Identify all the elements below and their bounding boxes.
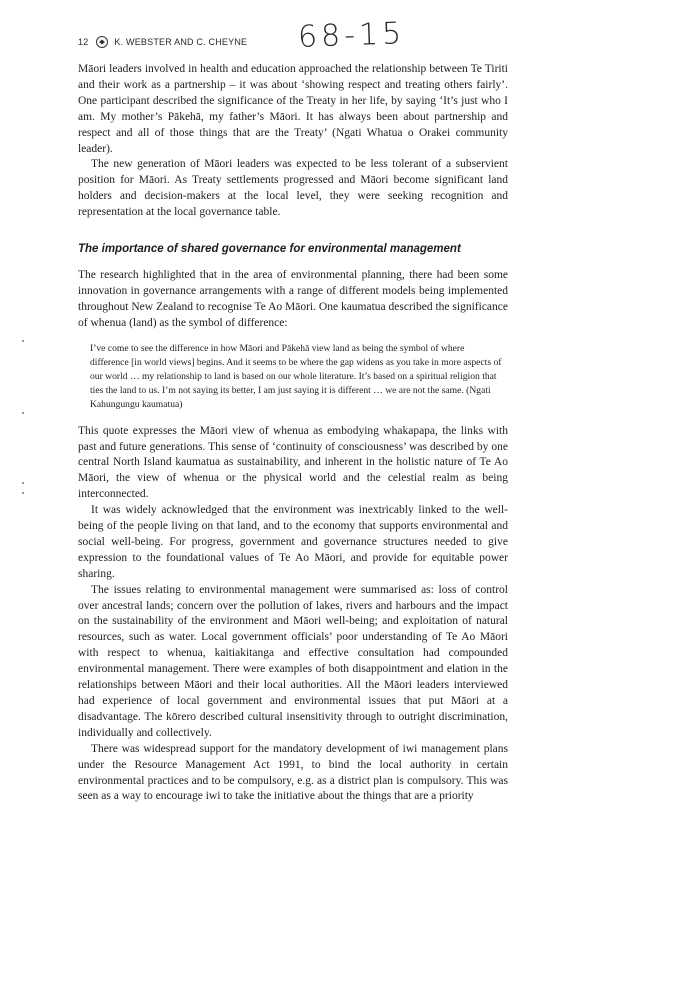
article-body bbox=[78, 62, 508, 805]
running-header bbox=[78, 34, 247, 50]
paragraph: There was widespread support for the mandatory development of iwi management plans under the Resource Management Act 1991, to bind the local authority in certain environmental practices and to be compulsory, e.g. as a district plan is compulsory. This was seen as a way to encourage iwi to take the initiative about the things that are a priority bbox=[78, 742, 508, 803]
scan-mark bbox=[22, 492, 24, 494]
page-number: 12 bbox=[78, 37, 89, 47]
paragraph: The issues relating to environmental management were summarised as: loss of control over ancestral lands; concern over the pollution of lakes, rivers and harbours and the impact on the sustainability of the environment and Māori well-being; and exploitation of natural resources, such as water. Local government officials’ poor understanding of Te Ao Māori with respect to whenua, kaitiakitanga and effective consultation had compounded environmental management. There were examples of both disappointment and elation in the relationships between Māori and their local authorities. All the Māori leaders interviewed had experience of local government and environmental issues that put Māori at a disadvantage. The kōrero described cultural insensitivity through to outright discrimination, individually and collectively. bbox=[78, 583, 508, 739]
scan-mark bbox=[22, 340, 24, 342]
paragraph: This quote expresses the Māori view of whenua as embodying whakapapa, the links with past and future generations. This sense of ‘continuity of consciousness’ was described by one central North Island kaumatua as sustainability, and inherent in the holistic nature of Te Ao Māori, the view of whenua or the physical world and the celestial realm as being interconnected. bbox=[78, 424, 508, 501]
paragraph: Māori leaders involved in health and education approached the relationship between Te Tiriti and their work as a partnership – it was about ‘showing respect and treating others fairly’. One participant described the significance of the Treaty in her life, by saying ‘It’s just who I am. My mother’s Pākehā, my father’s Māori. It has always been about partnership and respect and all of those things that are the Treaty’ (Ngati Whatua o Orakei community leader). bbox=[78, 63, 508, 155]
section-heading: The importance of shared governance for environmental management bbox=[78, 243, 461, 256]
scan-mark bbox=[22, 482, 24, 484]
block-quote: I’ve come to see the difference in how Māori and Pākehā view land as being the symbol of where difference [in world views] begins. And it seems to be where the gap widens as you take in more aspects of our world … my relationship to land is based on our whole literature. It’s based on a spiritual religion that ties the land to us. I’m not saying its better, I am just saying it is different … we are not the same. (Ngati Kahungungu kaumatua) bbox=[90, 342, 502, 410]
handwritten-annotation: 68-15 bbox=[297, 16, 406, 55]
paragraph: The research highlighted that in the area of environmental planning, there had been some innovation in governance arrangements with a range of different models being implemented throughout New Zealand to recognise Te Ao Māori. One kaumatua described the significance of whenua (land) as the symbol of difference: bbox=[78, 268, 508, 329]
scan-mark bbox=[22, 412, 24, 414]
paragraph: The new generation of Māori leaders was expected to be less tolerant of a subservient position for Māori. As Treaty settlements progressed and Māori become significant land holders and decision-makers at the local level, they were seeking recognition and representation at the local governance table. bbox=[78, 158, 508, 219]
publisher-logo-icon bbox=[96, 36, 108, 48]
paragraph: It was widely acknowledged that the environment was inextricably linked to the well-being of the people living on that land, and to the economy that supports environmental and social well-being. For progress, government and governance structures needed to give expression to the foundational values of Te Ao Māori, and provide for equitable power sharing. bbox=[78, 504, 508, 580]
running-head-authors: K. WEBSTER AND C. CHEYNE bbox=[114, 37, 248, 47]
